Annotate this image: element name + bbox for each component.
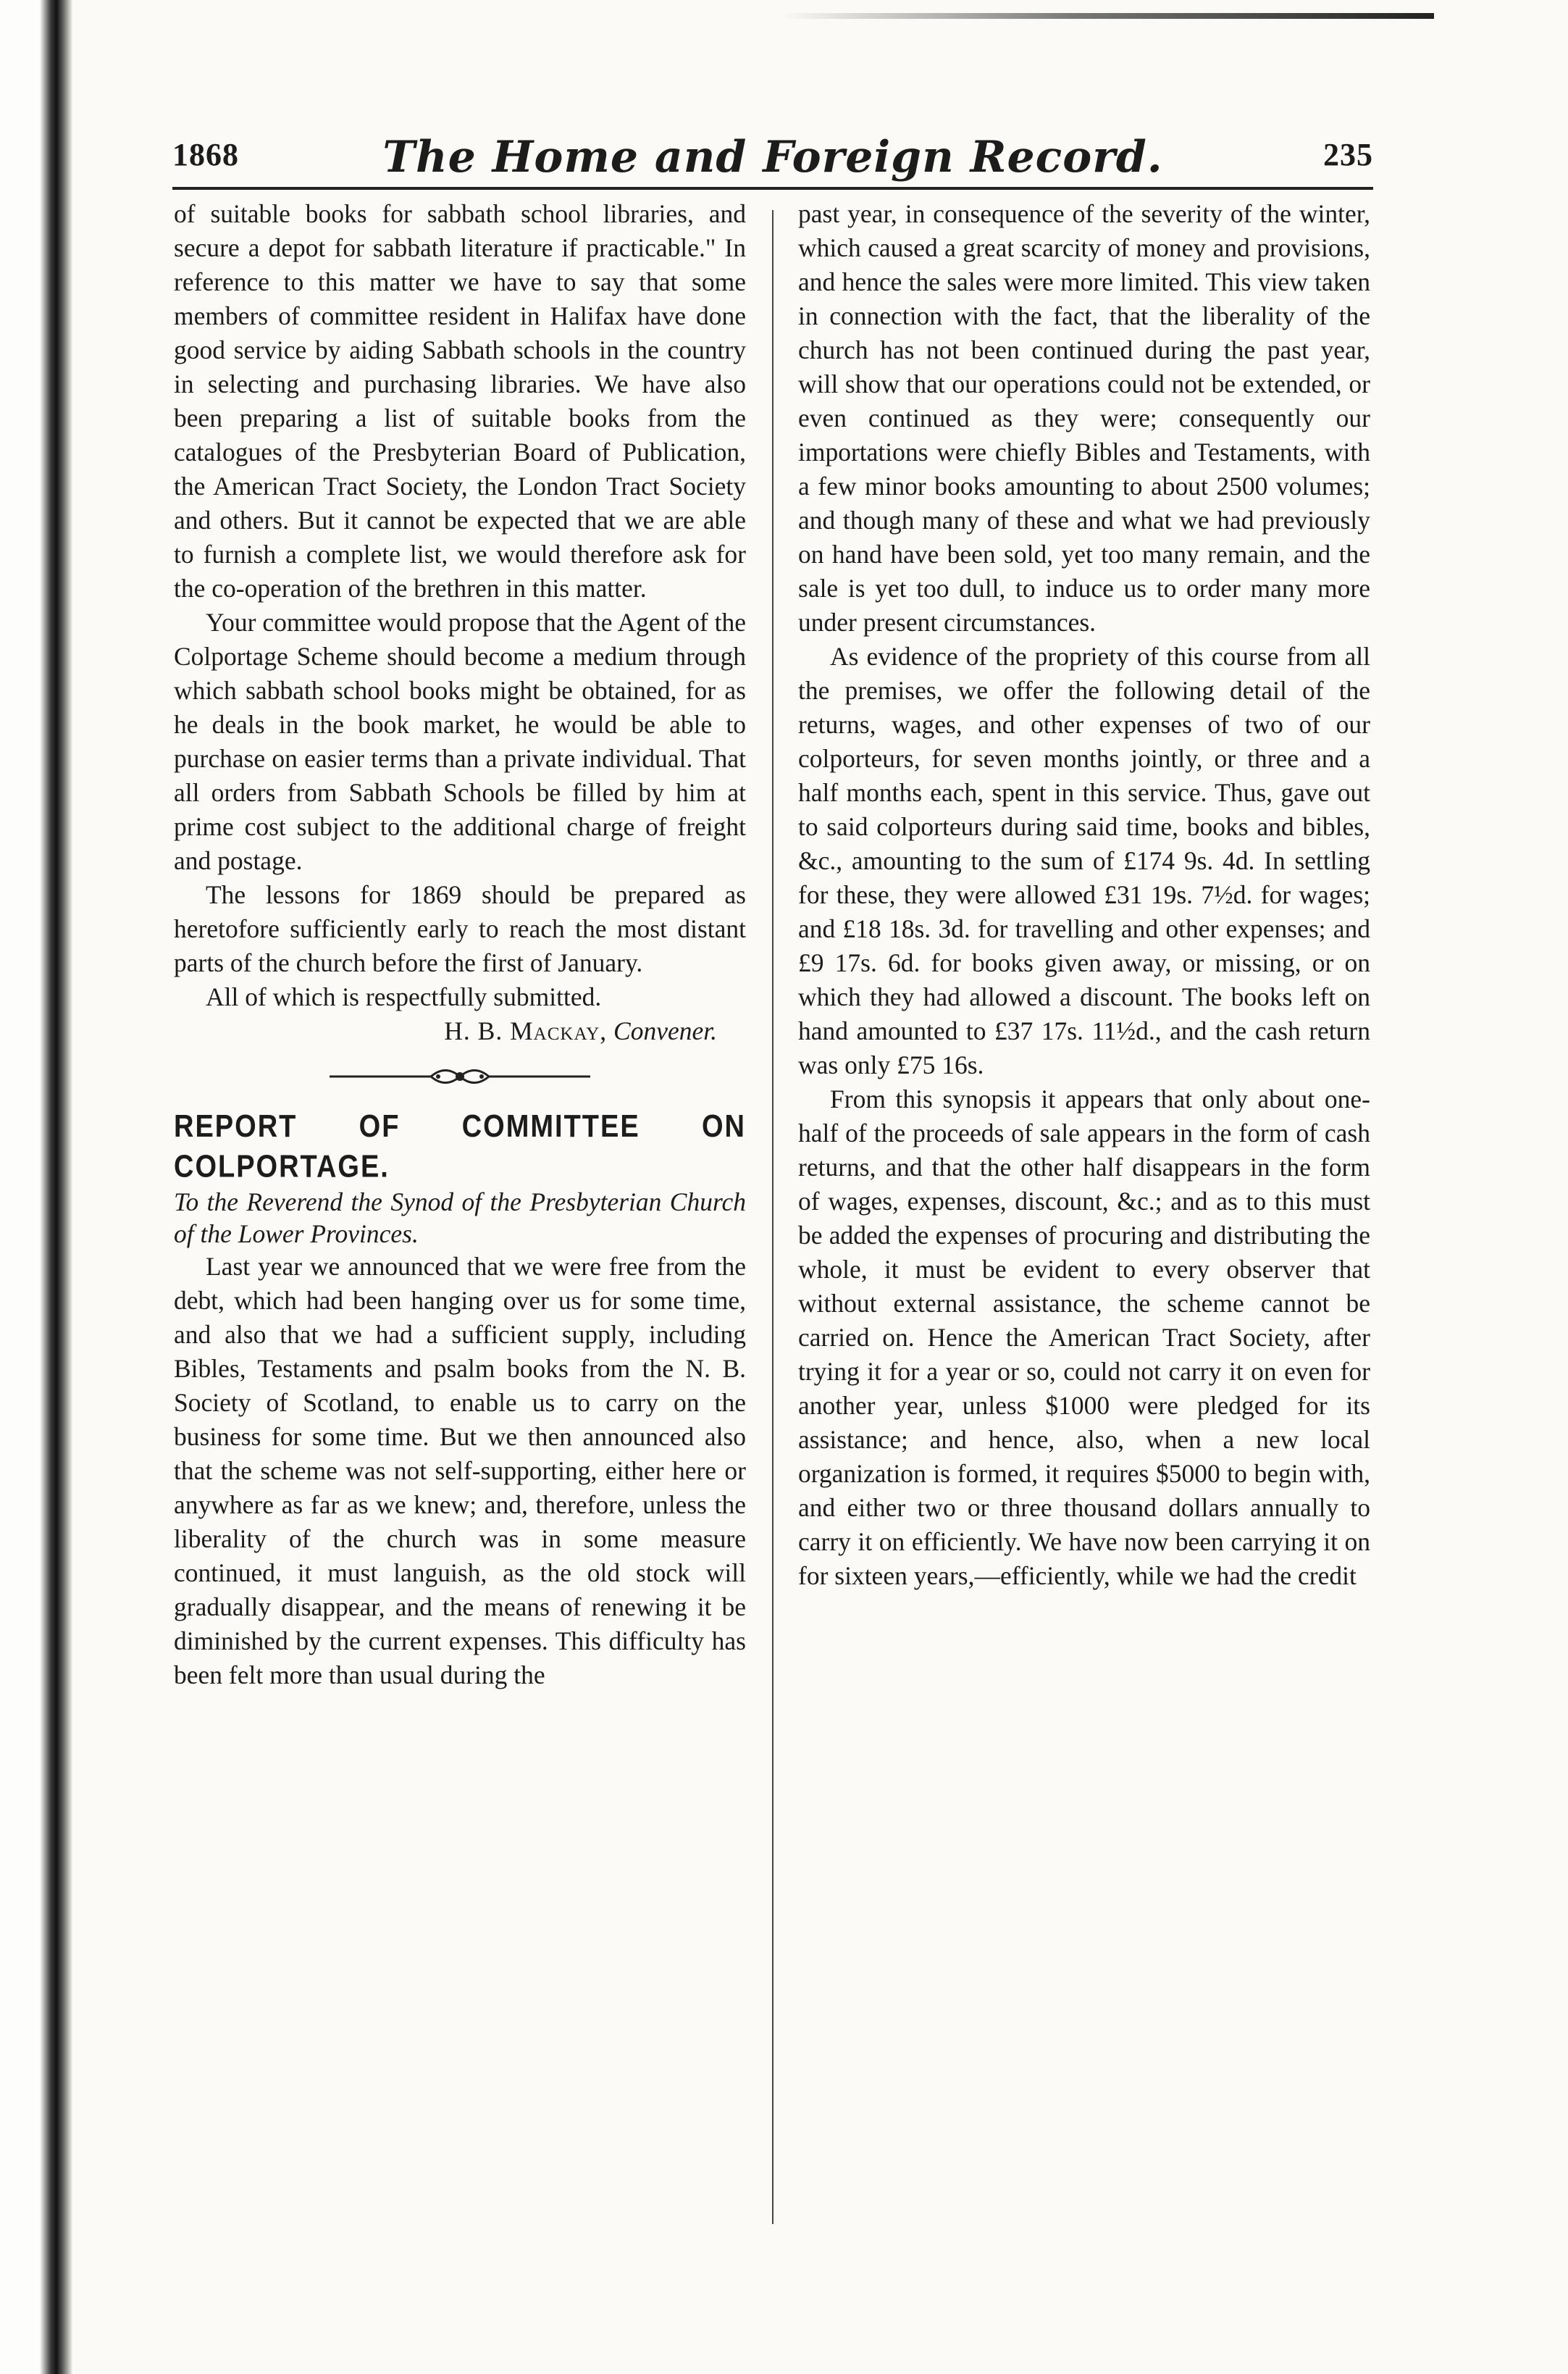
- paragraph: Your committee would propose that the Agent of the Colportage Scheme should become a medium through which sabbath school books might be obtained, for as he deals in the book market, he would be able to purchase on easier terms than a private individual. That all orders from Sabbath Schools be filled by him at prime cost subject to the additional charge of freight and postage.: [174, 608, 746, 875]
- header-year: 1868: [172, 137, 239, 172]
- paragraph: As evidence of the propriety of this course from all the premises, we offer the following detail of the returns, wages, and other expenses of two of our colporteurs, for seven months jointly, or three and a half months each, spent in this service. Thus, gave out to said colporteurs during said time, books and bibles, &c., amounting to the sum of £174 9s. 4d. In settling for these, they were allowed £31 19s. 7½d. for wages; and £18 18s. 3d. for travelling and other expenses; and £9 17s. 6d. for books given away, or missing, or on which they had allowed a discount. The books left on hand amounted to £37 17s. 11½d., and the cash return was only £75 16s.: [798, 642, 1370, 1079]
- running-header: [172, 132, 1373, 183]
- paragraph: The lessons for 1869 should be prepared as heretofore sufficiently early to reach the most distant parts of the church before the first of January.: [174, 880, 746, 977]
- signature-title: Convener.: [613, 1016, 717, 1045]
- ornament-icon: [322, 1058, 598, 1095]
- header-rule: [172, 187, 1373, 190]
- paragraph: Last year we announced that we were free from the debt, which had been hanging over us for some time, and also that we had a sufficient supply, including Bibles, Testaments and psalm books from the N. B. Society of Scotland, to enable us to carry on the business for some time. But we then announced also that the scheme was not self-supporting, either here or anywhere as far as we knew; and, therefore, unless the liberality of the church was in some measure continued, it must languish, as the old stock will gradually disappear, and the means of renewing it be diminished by the current expenses. This difficulty has been felt more than usual during the: [174, 1252, 746, 1689]
- paragraph: From this synopsis it appears that only about one-half of the proceeds of sale appears in the form of cash returns, and that the other half disappears in the form of wages, expenses, discount, &c.; and as to this must be added the expenses of procuring and distributing the whole, it must be evident to every observer that without external assistance, the scheme cannot be carried on. Hence the American Tract Society, after trying it for a year or so, could not carry it on even for another year, unless $1000 were pledged for its assistance; and hence, also, when a new local organization is formed, it requires $5000 to begin with, and either two or three thousand dollars annually to carry it on efficiently. We have now been carrying it on for sixteen years,—efficiently, while we had the credit: [798, 1084, 1370, 1590]
- right-column: [798, 197, 1370, 1593]
- signature: [174, 1014, 746, 1048]
- book-spine-shadow: [0, 0, 72, 2374]
- ornament-divider: [174, 1058, 746, 1102]
- column-divider: [772, 210, 773, 2224]
- paragraph: of suitable books for sabbath school libraries, and secure a depot for sabbath literature if practicable." In reference to this matter we have to say that some members of committee resident in Halifax have done good service by aiding Sabbath schools in the country in selecting and purchasing libraries. We have also been preparing a list of suitable books from the catalogues of the Presbyterian Board of Publication, the American Tract Society, the London Tract Society and others. But it cannot be expected that we are able to furnish a complete list, we would therefore ask for the co-operation of the brethren in this matter.: [174, 199, 746, 603]
- paragraph: All of which is respectfully submitted.: [206, 982, 602, 1011]
- signature-name: H. B. Mackay,: [444, 1016, 608, 1045]
- top-edge-mark: [782, 13, 1434, 19]
- page-number: 235: [1323, 137, 1373, 172]
- journal-title: The Home and Foreign Record.: [382, 132, 1163, 183]
- paragraph: past year, in consequence of the severity of the winter, which caused a great scarcity of money and provisions, and hence the sales were more limited. This view taken in connection with the fact, that the liberality of the church has not been continued during the past year, will show that our operations could not be extended, or even continued as they were; consequently our importations were chiefly Bibles and Testaments, with a few minor books amounting to about 2500 volumes; and though many of these and what we had previously on hand have been sold, yet too many remain, and the sale is yet too dull, to induce us to order many more under present circumstances.: [798, 199, 1370, 637]
- section-heading: REPORT OF COMMITTEE ON COLPORTAGE.: [174, 1109, 746, 1184]
- address-line: To the Reverend the Synod of the Presbyterian Church of the Lower Provinces.: [174, 1187, 746, 1248]
- left-column: [174, 197, 746, 1692]
